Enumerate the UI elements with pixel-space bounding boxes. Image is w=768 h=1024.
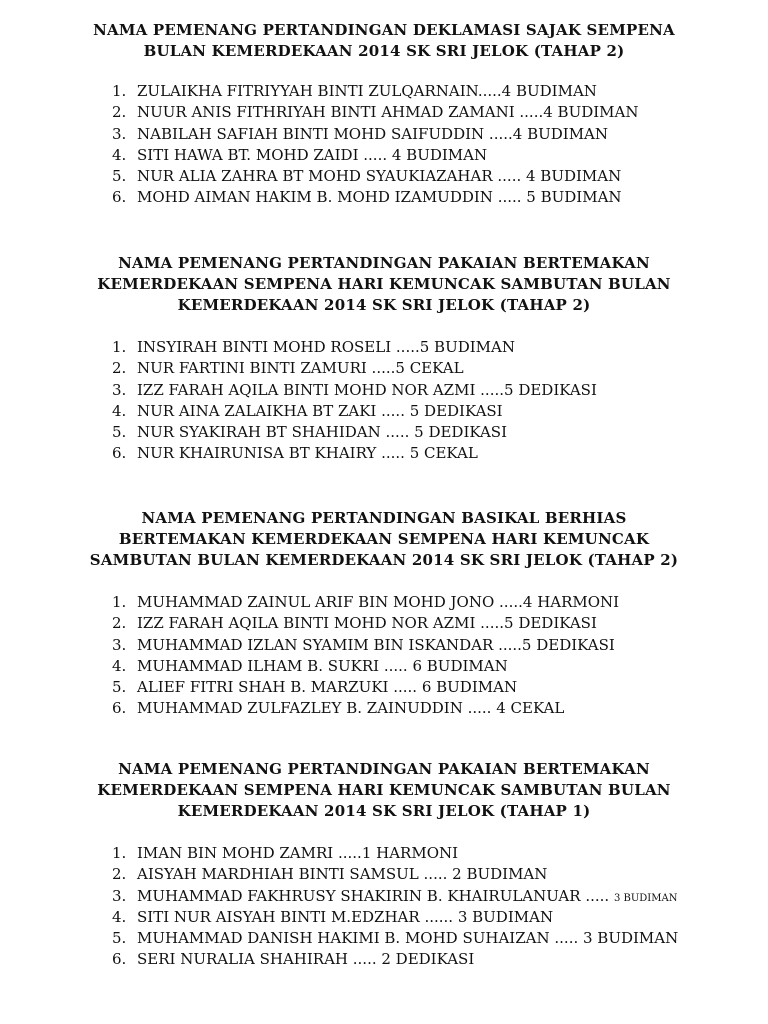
item-number: 4.	[112, 907, 127, 926]
item-text: INSYIRAH BINTI MOHD ROSELI .....5 BUDIMAN	[137, 338, 515, 356]
item-number: 3.	[112, 380, 127, 399]
item-text: IZZ FARAH AQILA BINTI MOHD NOR AZMI .....5 DEDIKASI	[137, 380, 597, 399]
section-title	[0, 508, 768, 571]
section-title-line: NAMA PEMENANG PERTANDINGAN BASIKAL BERHIAS	[141, 509, 627, 527]
list-item	[112, 886, 752, 907]
section-title-line: BERTEMAKAN KEMERDEKAAN SEMPENA HARI KEMUNCAK	[118, 530, 650, 548]
list-item	[112, 843, 752, 864]
item-text: MUHAMMAD ILHAM B. SUKRI ..... 6 BUDIMAN	[137, 656, 508, 675]
item-number: 2.	[112, 614, 127, 633]
item-number: 4.	[112, 401, 127, 420]
item-text: NUR SYAKIRAH BT SHAHIDAN ..... 5 DEDIKASI	[137, 423, 508, 442]
item-text: IMAN BIN MOHD ZAMRI .....1 HARMONI	[137, 844, 459, 862]
list-item	[112, 635, 752, 656]
item-number: 1.	[112, 338, 127, 356]
item-text: NUR FARTINI BINTI ZAMURI .....5 CEKAL	[137, 359, 464, 378]
list-item	[112, 443, 752, 464]
list-item	[112, 358, 752, 379]
item-text: MOHD AIMAN HAKIM B. MOHD IZAMUDDIN ..... 5 BUDIMAN	[137, 188, 622, 207]
item-text: ZULAIKHA FITRIYYAH BINTI ZULQARNAIN.....4 BUDIMAN	[137, 82, 597, 100]
item-text: ALIEF FITRI SHAH B. MARZUKI ..... 6 BUDIMAN	[137, 678, 518, 697]
section-title-line: SAMBUTAN BULAN KEMERDEKAAN 2014 SK SRI JELOK (TAHAP 2)	[89, 551, 679, 569]
list-item	[112, 592, 752, 613]
section-title-line: NAMA PEMENANG PERTANDINGAN PAKAIAN BERTEMAKAN	[118, 760, 650, 778]
item-number: 3.	[112, 886, 127, 905]
list-item	[112, 337, 752, 358]
list-item	[112, 81, 752, 102]
section-title-line: NAMA PEMENANG PERTANDINGAN DEKLAMASI SAJAK SEMPENA	[93, 21, 675, 39]
winners-list	[112, 337, 752, 465]
item-number: 3.	[112, 635, 127, 654]
item-number: 2.	[112, 359, 127, 378]
section-pakaian-tahap-1	[0, 759, 768, 969]
item-number: 1.	[112, 844, 127, 862]
item-text: MUHAMMAD ZAINUL ARIF BIN MOHD JONO .....4 HARMONI	[137, 593, 620, 611]
item-number: 5.	[112, 167, 127, 186]
item-number: 4.	[112, 145, 127, 164]
list-item	[112, 698, 752, 719]
section-title-line: KEMERDEKAAN 2014 SK SRI JELOK (TAHAP 2)	[177, 296, 591, 314]
list-item	[112, 864, 752, 885]
item-number: 1.	[112, 82, 127, 100]
section-title-line: NAMA PEMENANG PERTANDINGAN PAKAIAN BERTEMAKAN	[118, 254, 650, 272]
section-title-line: BULAN KEMERDEKAAN 2014 SK SRI JELOK (TAHAP 2)	[143, 42, 625, 60]
item-number: 6.	[112, 444, 127, 463]
winners-list	[112, 81, 752, 209]
item-text: NUR KHAIRUNISA BT KHAIRY ..... 5 CEKAL	[137, 444, 478, 463]
item-number: 5.	[112, 678, 127, 697]
item-number: 3.	[112, 124, 127, 143]
item-text: MUHAMMAD FAKHRUSY SHAKIRIN B. KHAIRULANUAR .....	[137, 886, 610, 905]
section-deklamasi-sajak	[0, 20, 768, 207]
item-number: 6.	[112, 188, 127, 207]
item-text: MUHAMMAD IZLAN SYAMIM BIN ISKANDAR .....5 DEDIKASI	[137, 635, 615, 654]
list-item	[112, 928, 752, 949]
item-text: NUR AINA ZALAIKHA BT ZAKI ..... 5 DEDIKASI	[137, 401, 503, 420]
item-number: 1.	[112, 593, 127, 611]
section-title-line: KEMERDEKAAN SEMPENA HARI KEMUNCAK SAMBUTAN BULAN	[97, 275, 671, 293]
section-title-line: KEMERDEKAAN 2014 SK SRI JELOK (TAHAP 1)	[177, 802, 591, 820]
item-number: 5.	[112, 929, 127, 948]
list-item	[112, 401, 752, 422]
list-item	[112, 124, 752, 145]
section-title	[0, 253, 768, 316]
item-text: NUUR ANIS FITHRIYAH BINTI AHMAD ZAMANI .....4 BUDIMAN	[137, 103, 639, 122]
item-text: SERI NURALIA SHAHIRAH ..... 2 DEDIKASI	[137, 950, 475, 969]
list-item	[112, 166, 752, 187]
item-text: MUHAMMAD ZULFAZLEY B. ZAINUDDIN ..... 4 CEKAL	[137, 699, 565, 718]
item-number: 4.	[112, 656, 127, 675]
item-text: NABILAH SAFIAH BINTI MOHD SAIFUDDIN .....4 BUDIMAN	[137, 124, 609, 143]
item-number: 6.	[112, 699, 127, 718]
section-title	[0, 20, 768, 62]
list-item	[112, 102, 752, 123]
item-number: 6.	[112, 950, 127, 969]
item-small-note: 3 BUDIMAN	[613, 892, 678, 904]
item-text: IZZ FARAH AQILA BINTI MOHD NOR AZMI .....5 DEDIKASI	[137, 614, 597, 633]
item-text: MUHAMMAD DANISH HAKIMI B. MOHD SUHAIZAN ..... 3 BUDIMAN	[137, 929, 679, 948]
list-item	[112, 422, 752, 443]
item-text: NUR ALIA ZAHRA BT MOHD SYAUKIAZAHAR ..... 4 BUDIMAN	[137, 167, 622, 186]
list-item	[112, 613, 752, 634]
list-item	[112, 949, 752, 970]
item-number: 2.	[112, 103, 127, 122]
item-text: SITI NUR AISYAH BINTI M.EDZHAR ...... 3 BUDIMAN	[137, 907, 554, 926]
list-item	[112, 380, 752, 401]
winners-list	[112, 592, 752, 720]
item-text: SITI HAWA BT. MOHD ZAIDI ..... 4 BUDIMAN	[137, 145, 488, 164]
item-number: 5.	[112, 423, 127, 442]
section-title	[0, 759, 768, 822]
list-item	[112, 677, 752, 698]
section-title-line: KEMERDEKAAN SEMPENA HARI KEMUNCAK SAMBUTAN BULAN	[97, 781, 671, 799]
winners-list	[112, 843, 752, 971]
list-item	[112, 656, 752, 677]
list-item	[112, 145, 752, 166]
item-text: AISYAH MARDHIAH BINTI SAMSUL ..... 2 BUDIMAN	[137, 865, 548, 884]
section-pakaian-tahap-2	[0, 253, 768, 463]
list-item	[112, 187, 752, 208]
section-basikal-berhias	[0, 508, 768, 718]
item-number: 2.	[112, 865, 127, 884]
list-item	[112, 907, 752, 928]
